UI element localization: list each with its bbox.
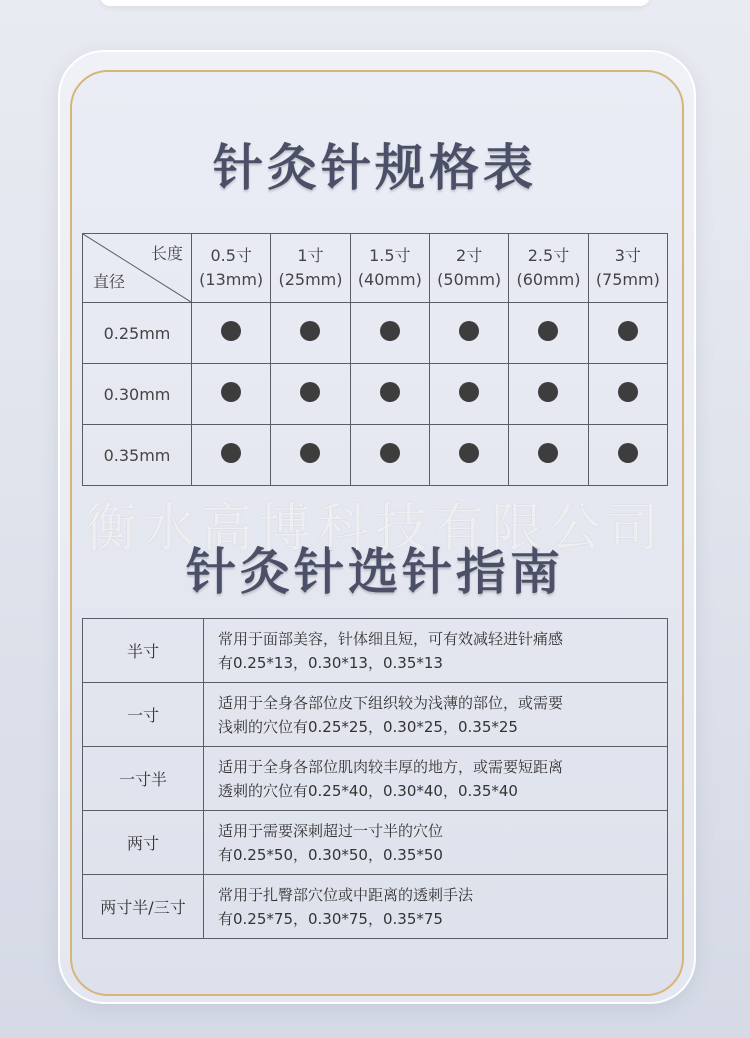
spec-cell [271,425,350,486]
col-mm: (75mm) [595,270,660,289]
availability-dot [221,443,241,463]
availability-dot [300,382,320,402]
spec-diameter: 0.35mm [83,425,192,486]
desc-line-1: 常用于扎臀部穴位或中距离的透刺手法 [218,885,474,904]
spec-cell [429,425,508,486]
guide-title: 针灸针选针指南 [186,542,564,601]
availability-dot [221,382,241,402]
col-size: 1寸 [297,246,324,265]
desc-line-2: 有0.25*50，0.30*50，0.35*50 [218,845,443,864]
col-size: 2.5寸 [527,246,570,265]
col-size: 1.5寸 [369,246,411,265]
desc-line-2: 有0.25*75，0.30*75，0.35*75 [218,909,443,928]
col-mm: (25mm) [278,270,343,289]
availability-dot [459,443,479,463]
length-label: 长度 [150,244,183,263]
availability-dot [300,443,320,463]
guide-row-desc [204,683,668,747]
spec-col-header [350,234,429,303]
col-size: 2寸 [456,246,483,265]
spec-row [83,303,668,364]
availability-dot [538,321,558,341]
availability-dot [380,321,400,341]
availability-dot [538,443,558,463]
col-mm: (60mm) [516,270,581,289]
availability-dot [380,382,400,402]
col-mm: (40mm) [357,270,422,289]
spec-diameter: 0.30mm [83,364,192,425]
desc-line-1: 适用于需要深刺超过一寸半的穴位 [218,821,444,840]
availability-dot [300,321,320,341]
desc-line-2: 透刺的穴位有0.25*40，0.30*40，0.35*40 [218,781,518,800]
spec-cell [350,425,429,486]
guide-row [83,811,668,875]
spec-cell [350,364,429,425]
spec-col-header [429,234,508,303]
guide-row-name: 两寸半/三寸 [83,875,204,939]
guide-table [82,618,668,939]
guide-row-name: 一寸 [83,683,204,747]
availability-dot [380,443,400,463]
spec-cell [588,425,667,486]
spec-col-header [588,234,667,303]
spec-row [83,425,668,486]
availability-dot [221,321,241,341]
guide-row-name: 两寸 [83,811,204,875]
guide-row-desc [204,811,668,875]
availability-dot [618,382,638,402]
spec-cell [588,364,667,425]
guide-row-name: 半寸 [83,619,204,683]
desc-line-1: 适用于全身各部位肌肉较丰厚的地方，或需要短距离 [218,757,564,776]
spec-row [83,364,668,425]
page-title: 针灸针规格表 [213,138,537,197]
spec-diameter: 0.25mm [83,303,192,364]
spec-cell [192,425,271,486]
spec-cell [192,303,271,364]
spec-cell [509,303,588,364]
spec-cell [509,364,588,425]
col-mm: (13mm) [199,270,264,289]
desc-line-2: 有0.25*13，0.30*13，0.35*13 [218,653,443,672]
spec-cell [350,303,429,364]
spec-corner-cell [83,234,192,303]
desc-line-2: 浅刺的穴位有0.25*25，0.30*25，0.35*25 [218,717,518,736]
spec-cell [192,364,271,425]
desc-line-1: 常用于面部美容，针体细且短，可有效减轻进针痛感 [218,629,564,648]
availability-dot [538,382,558,402]
guide-row [83,619,668,683]
guide-row [83,875,668,939]
guide-row-desc [204,747,668,811]
spec-cell [271,303,350,364]
spec-col-header [509,234,588,303]
watermark: 衡水高博科技有限公司 [84,499,665,559]
availability-dot [459,382,479,402]
guide-row-name: 一寸半 [83,747,204,811]
availability-dot [618,443,638,463]
desc-line-1: 适用于全身各部位皮下组织较为浅薄的部位，或需要 [218,693,564,712]
spec-cell [588,303,667,364]
spec-cell [509,425,588,486]
spec-col-header [192,234,271,303]
availability-dot [459,321,479,341]
guide-row-desc [204,619,668,683]
spec-col-header [271,234,350,303]
guide-row [83,747,668,811]
diameter-label: 直径 [93,272,126,291]
top-strip [100,0,650,6]
col-size: 0.5寸 [210,246,252,265]
guide-row [83,683,668,747]
spec-cell [271,364,350,425]
col-mm: (50mm) [437,270,502,289]
spec-cell [429,303,508,364]
spec-table [82,233,668,486]
spec-cell [429,364,508,425]
spec-header-row [83,234,668,303]
availability-dot [618,321,638,341]
col-size: 3寸 [614,246,641,265]
guide-row-desc [204,875,668,939]
